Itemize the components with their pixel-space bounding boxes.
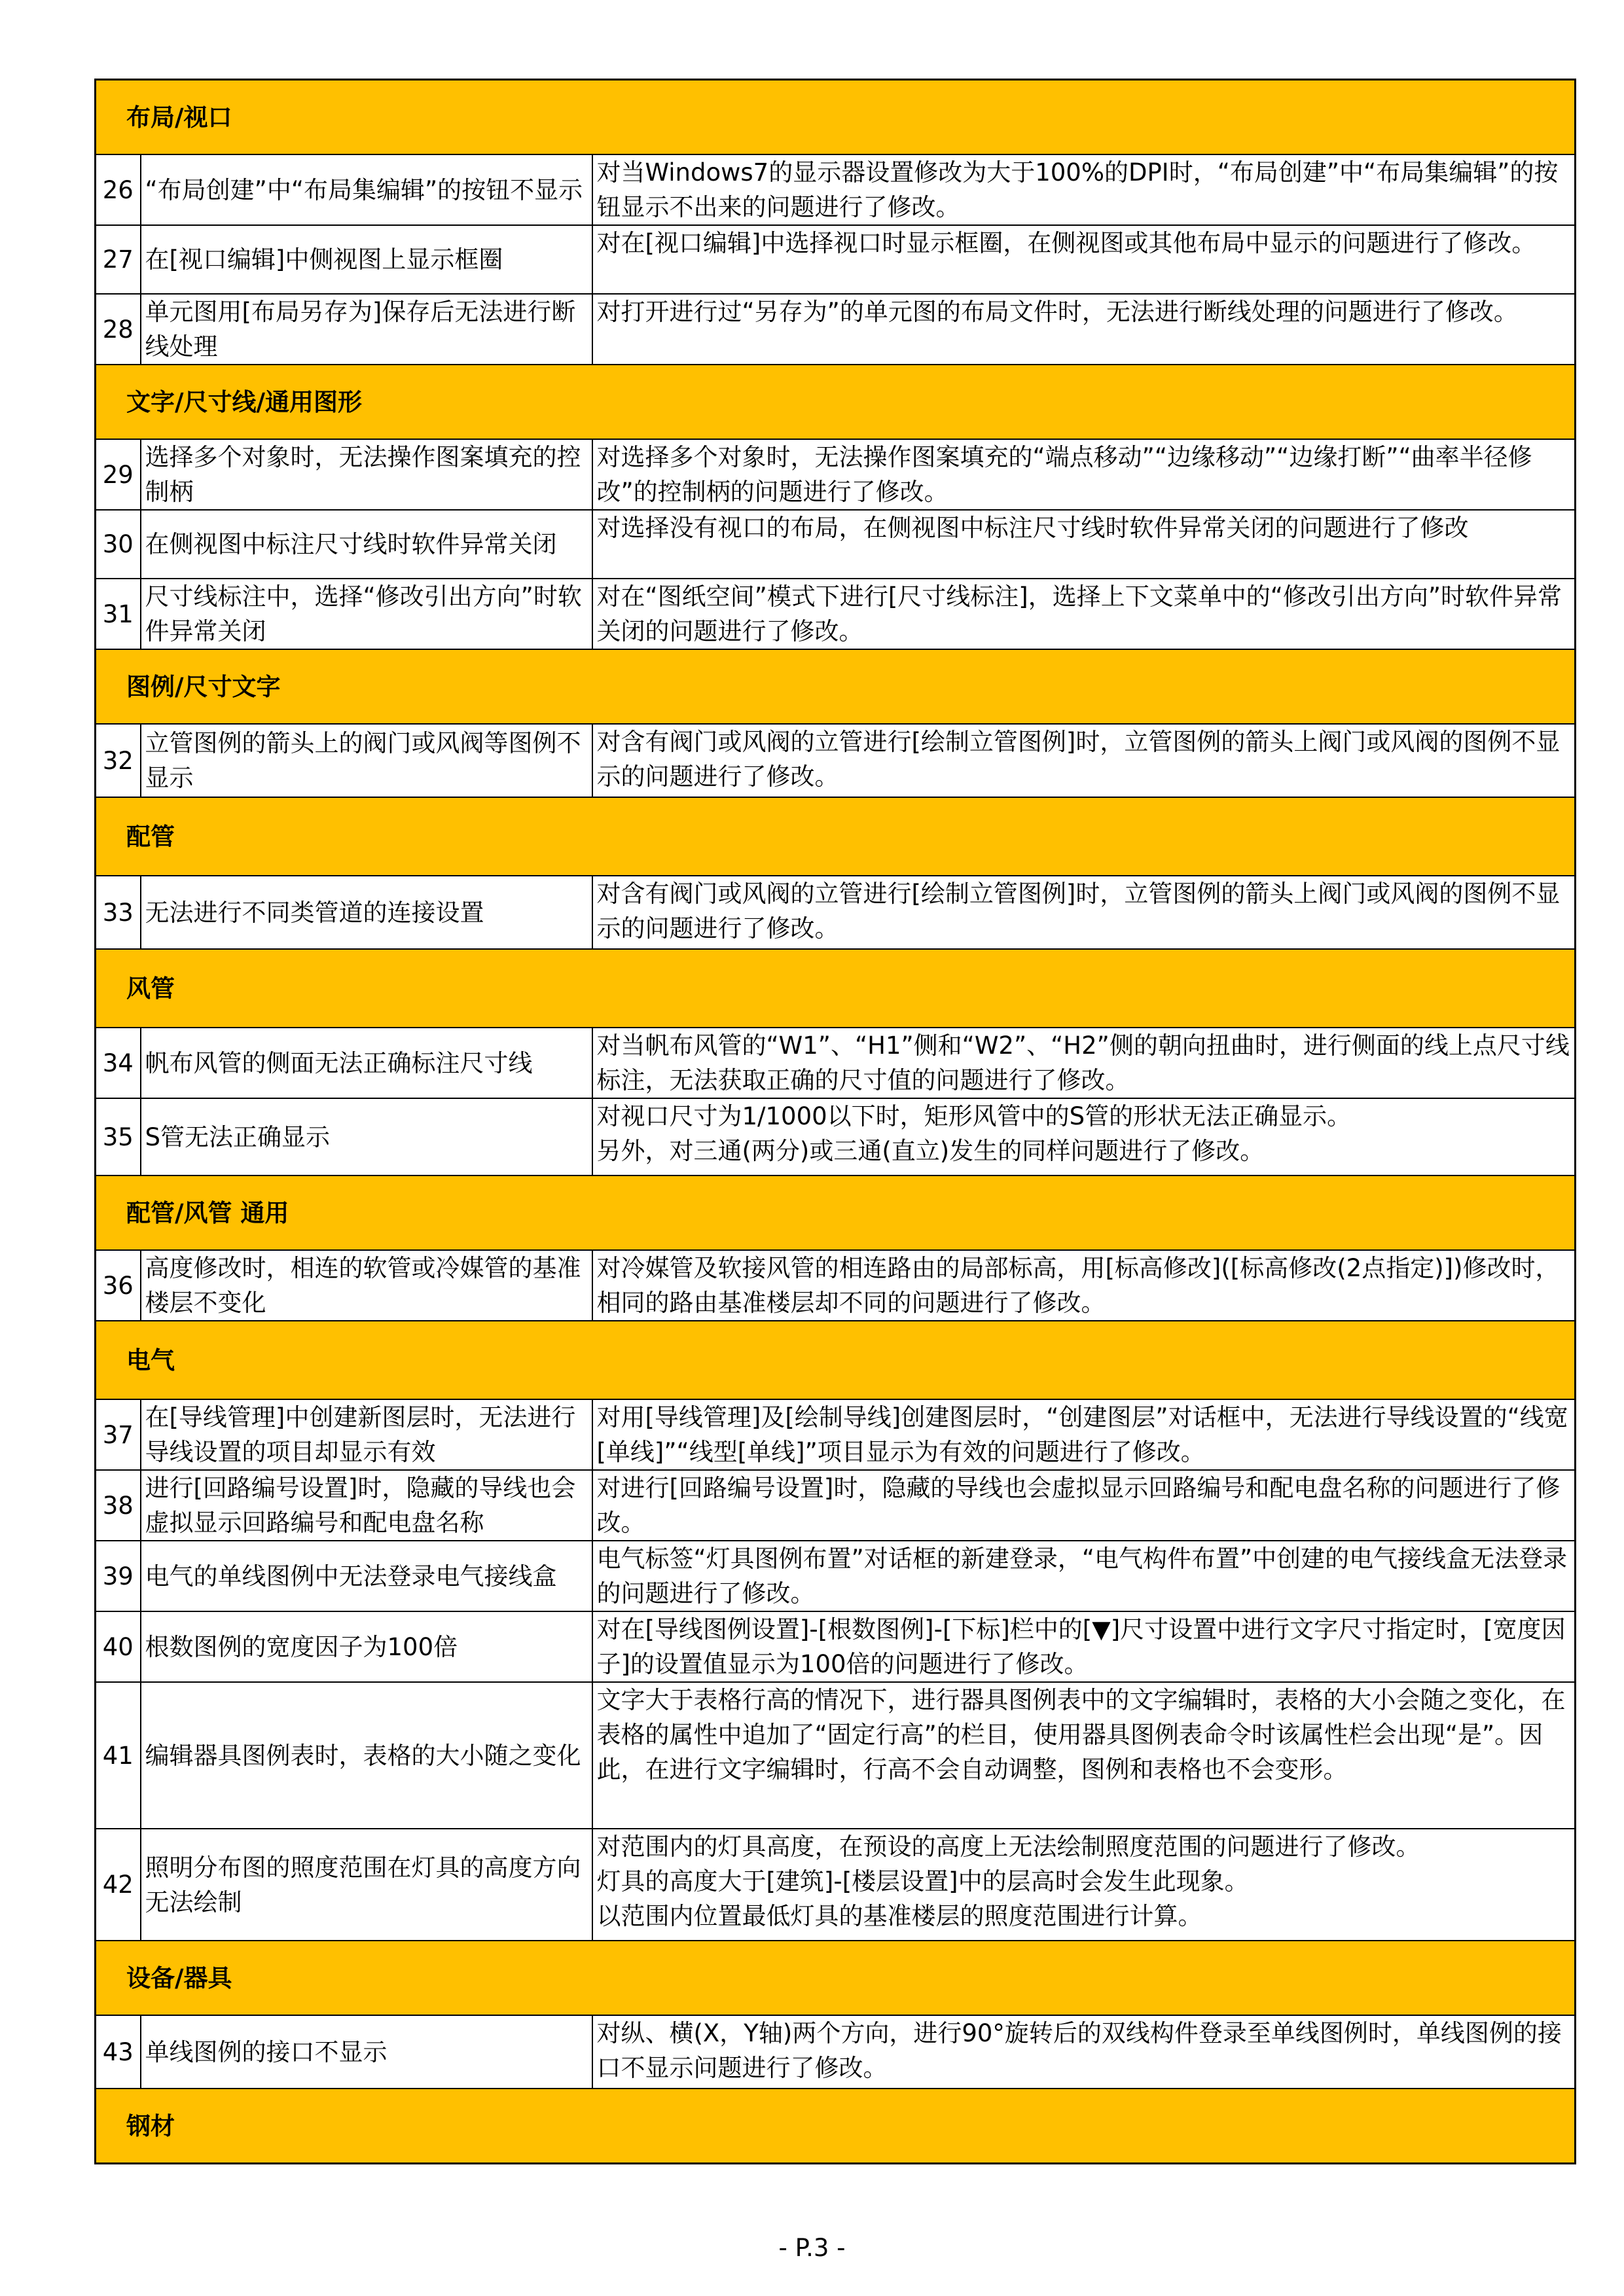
fix-description: 对选择没有视口的布局，在侧视图中标注尺寸线时软件异常关闭的问题进行了修改 (592, 510, 1576, 579)
section-header: 文字/尺寸线/通用图形 (96, 365, 1576, 439)
table-row (96, 1250, 1576, 1321)
item-number: 28 (96, 294, 141, 365)
section-header: 图例/尺寸文字 (96, 649, 1576, 724)
table-row (96, 1399, 1576, 1470)
section-header: 电气 (96, 1321, 1576, 1399)
changelog-table (94, 79, 1576, 2164)
table-row (96, 225, 1576, 294)
section-header-row (96, 797, 1576, 876)
section-header-row (96, 1175, 1576, 1250)
issue-title: 单元图用[布局另存为]保存后无法进行断线处理 (141, 294, 592, 365)
section-header-row (96, 1321, 1576, 1399)
section-header-row (96, 80, 1576, 155)
fix-description: 对当Windows7的显示器设置修改为大于100%的DPI时，“布局创建”中“布局集编辑”的按钮显示不出来的问题进行了修改。 (592, 154, 1576, 225)
fix-description: 对当帆布风管的“W1”、“H1”侧和“W2”、“H2”侧的朝向扭曲时，进行侧面的线上点尺寸线标注，无法获取正确的尺寸值的问题进行了修改。 (592, 1028, 1576, 1098)
page-number: - P.3 - (778, 2234, 846, 2262)
table-row (96, 876, 1576, 949)
section-header: 风管 (96, 949, 1576, 1028)
issue-title: 进行[回路编号设置]时，隐藏的导线也会虚拟显示回路编号和配电盘名称 (141, 1470, 592, 1541)
fix-description: 对含有阀门或风阀的立管进行[绘制立管图例]时，立管图例的箭头上阀门或风阀的图例不显示的问题进行了修改。 (592, 724, 1576, 797)
table-row (96, 1611, 1576, 1682)
item-number: 36 (96, 1250, 141, 1321)
table-row (96, 724, 1576, 797)
table-row (96, 294, 1576, 365)
issue-title: 无法进行不同类管道的连接设置 (141, 876, 592, 949)
issue-title: 选择多个对象时，无法操作图案填充的控制柄 (141, 439, 592, 510)
table-row (96, 1682, 1576, 1829)
issue-title: 帆布风管的侧面无法正确标注尺寸线 (141, 1028, 592, 1098)
section-header-row (96, 949, 1576, 1028)
section-header-row (96, 649, 1576, 724)
fix-description: 对在[视口编辑]中选择视口时显示框圈，在侧视图或其他布局中显示的问题进行了修改。 (592, 225, 1576, 294)
fix-description: 对纵、横(X，Y轴)两个方向，进行90°旋转后的双线构件登录至单线图例时，单线图例的接口不显示问题进行了修改。 (592, 2015, 1576, 2089)
table-row (96, 1028, 1576, 1098)
section-header: 布局/视口 (96, 80, 1576, 155)
item-number: 42 (96, 1829, 141, 1941)
issue-title: 电气的单线图例中无法登录电气接线盒 (141, 1541, 592, 1611)
section-header-row (96, 365, 1576, 439)
item-number: 40 (96, 1611, 141, 1682)
fix-description: 对进行[回路编号设置]时，隐藏的导线也会虚拟显示回路编号和配电盘名称的问题进行了修改。 (592, 1470, 1576, 1541)
table-row (96, 2015, 1576, 2089)
item-number: 32 (96, 724, 141, 797)
table-row (96, 510, 1576, 579)
section-header: 配管/风管 通用 (96, 1175, 1576, 1250)
issue-title: “布局创建”中“布局集编辑”的按钮不显示 (141, 154, 592, 225)
issue-title: 在侧视图中标注尺寸线时软件异常关闭 (141, 510, 592, 579)
item-number: 34 (96, 1028, 141, 1098)
issue-title: 尺寸线标注中，选择“修改引出方向”时软件异常关闭 (141, 579, 592, 649)
item-number: 39 (96, 1541, 141, 1611)
table-row (96, 1829, 1576, 1941)
fix-description: 对用[导线管理]及[绘制导线]创建图层时，“创建图层”对话框中，无法进行导线设置的“线宽[单线]”“线型[单线]”项目显示为有效的问题进行了修改。 (592, 1399, 1576, 1470)
fix-description: 对视口尺寸为1/1000以下时，矩形风管中的S管的形状无法正确显示。 另外，对三通(两分)或三通(直立)发生的同样问题进行了修改。 (592, 1098, 1576, 1175)
issue-title: 编辑器具图例表时，表格的大小随之变化 (141, 1682, 592, 1829)
fix-description: 对在“图纸空间”模式下进行[尺寸线标注]，选择上下文菜单中的“修改引出方向”时软件异常关闭的问题进行了修改。 (592, 579, 1576, 649)
table-row (96, 154, 1576, 225)
item-number: 30 (96, 510, 141, 579)
issue-title: 立管图例的箭头上的阀门或风阀等图例不显示 (141, 724, 592, 797)
table-row (96, 579, 1576, 649)
table-row (96, 1541, 1576, 1611)
table-row (96, 1470, 1576, 1541)
fix-description: 对选择多个对象时，无法操作图案填充的“端点移动”“边缘移动”“边缘打断”“曲率半径修改”的控制柄的问题进行了修改。 (592, 439, 1576, 510)
issue-title: S管无法正确显示 (141, 1098, 592, 1175)
item-number: 43 (96, 2015, 141, 2089)
issue-title: 根数图例的宽度因子为100倍 (141, 1611, 592, 1682)
section-header: 设备/器具 (96, 1941, 1576, 2015)
fix-description: 对含有阀门或风阀的立管进行[绘制立管图例]时，立管图例的箭头上阀门或风阀的图例不显示的问题进行了修改。 (592, 876, 1576, 949)
fix-description: 对在[导线图例设置]-[根数图例]-[下标]栏中的[▼]尺寸设置中进行文字尺寸指定时，[宽度因子]的设置值显示为100倍的问题进行了修改。 (592, 1611, 1576, 1682)
item-number: 33 (96, 876, 141, 949)
section-header: 配管 (96, 797, 1576, 876)
issue-title: 单线图例的接口不显示 (141, 2015, 592, 2089)
item-number: 41 (96, 1682, 141, 1829)
issue-title: 照明分布图的照度范围在灯具的高度方向无法绘制 (141, 1829, 592, 1941)
fix-description: 电气标签“灯具图例布置”对话框的新建登录，“电气构件布置”中创建的电气接线盒无法登录的问题进行了修改。 (592, 1541, 1576, 1611)
fix-description: 文字大于表格行高的情况下，进行器具图例表中的文字编辑时，表格的大小会随之变化，在表格的属性中追加了“固定行高”的栏目，使用器具图例表命令时该属性栏会出现“是”。因此，在进行文字编辑时，行高不会自动调整，图例和表格也不会变形。 (592, 1682, 1576, 1829)
item-number: 38 (96, 1470, 141, 1541)
issue-title: 高度修改时，相连的软管或冷媒管的基准楼层不变化 (141, 1250, 592, 1321)
item-number: 26 (96, 154, 141, 225)
section-header-row (96, 1941, 1576, 2015)
issue-title: 在[导线管理]中创建新图层时，无法进行导线设置的项目却显示有效 (141, 1399, 592, 1470)
item-number: 27 (96, 225, 141, 294)
fix-description: 对范围内的灯具高度，在预设的高度上无法绘制照度范围的问题进行了修改。 灯具的高度大于[建筑]-[楼层设置]中的层高时会发生此现象。 以范围内位置最低灯具的基准楼层的照度范围进行计算。 (592, 1829, 1576, 1941)
issue-title: 在[视口编辑]中侧视图上显示框圈 (141, 225, 592, 294)
table-row (96, 1098, 1576, 1175)
section-header: 钢材 (96, 2089, 1576, 2164)
fix-description: 对打开进行过“另存为”的单元图的布局文件时，无法进行断线处理的问题进行了修改。 (592, 294, 1576, 365)
section-header-row (96, 2089, 1576, 2164)
item-number: 31 (96, 579, 141, 649)
item-number: 37 (96, 1399, 141, 1470)
item-number: 29 (96, 439, 141, 510)
fix-description: 对冷媒管及软接风管的相连路由的局部标高，用[标高修改]([标高修改(2点指定)])修改时，相同的路由基准楼层却不同的问题进行了修改。 (592, 1250, 1576, 1321)
table-row (96, 439, 1576, 510)
item-number: 35 (96, 1098, 141, 1175)
